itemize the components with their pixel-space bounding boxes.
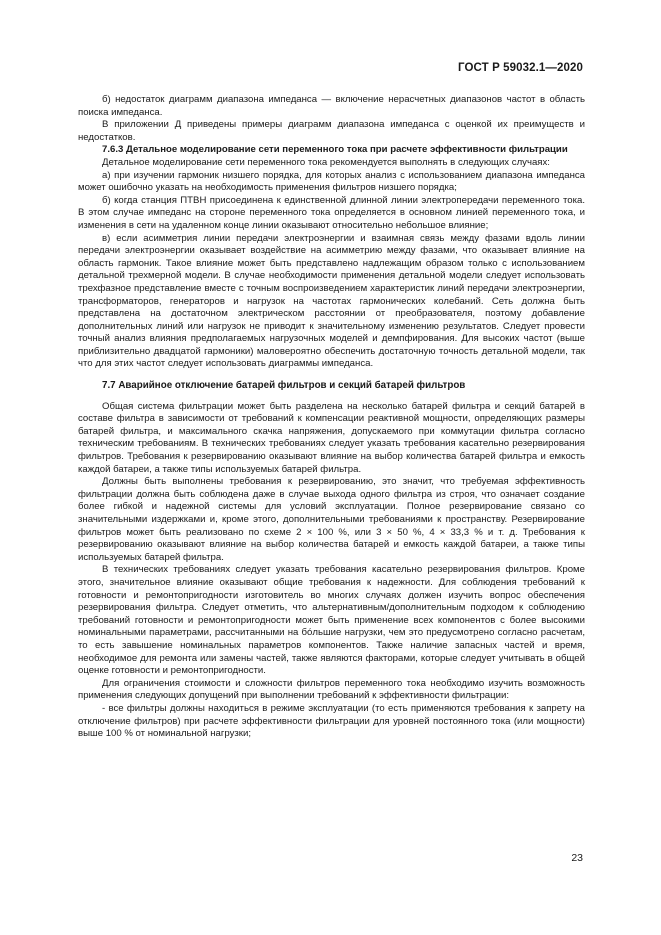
paragraph: В технических требованиях следует указать требования касательно резервирования фильтров. Кроме этого, значительное влияние оказывают общие требования к надежности. Для соблюдения требований к готовности и ремонтопригодности изготовитель во многих случаях должен изучить вопрос обеспечения резервирования фильтра. Следует отметить, что альтернативным/дополнительным подходом к соблюдению требований готовности и ремонтопригодности может быть применение всех компонентов с более высокими номинальными параметрами, рассчитанными на бо́льшие нагрузки, чем это предусмотрено согласно расчетам, то есть завышение номинальных параметров компонентов. Также наличие запасных частей и время, необходимое для ремонта или замены частей, также являются факторами, которые следует учитывать в общей оценке готовности и ремонтопригодности. (78, 564, 585, 677)
section-heading-7-7: 7.7 Аварийное отключение батарей фильтров и секций батарей фильтров (102, 380, 466, 392)
list-item-b: б) когда станция ПТВН присоединена к единственной длинной линии электропередачи переменного тока. В этом случае импеданс на стороне переменного тока определяется в основном линией переменного тока, и изменения в сети на удаленном конце линии оказывают относительно небольшое влияние; (78, 194, 585, 231)
paragraph: Должны быть выполнены требования к резервированию, это значит, что требуемая эффективность фильтрации должна быть соблюдена даже в случае выхода одного фильтра из строя, что означает создание более гибкой и надежной системы для условий эксплуатации. Полное резервирование связано со значительными издержками и, кроме этого, дополнительными требованиями к пространству. Резервирование фильтров может быть реализовано по схеме 2 × 100 %, или 3 × 50 %, 4 × 33,3 % и т. д. Требования к резервированию оказывают влияние на выбор количества батарей и емкость каждой батареи, а также типы используемых батарей фильтра. (78, 476, 585, 563)
list-item-a: а) при изучении гармоник низшего порядка, для которых анализ с использованием диапазона импеданса может ошибочно указать на необходимость применения фильтров низшего порядка; (78, 169, 585, 194)
document-body (78, 94, 585, 741)
section-heading-7-6-3: 7.6.3 Детальное моделирование сети переменного тока при расчете эффективности фильтрации (102, 144, 568, 156)
paragraph: Детальное моделирование сети переменного тока рекомендуется выполнять в следующих случаях: (102, 156, 550, 168)
page-number: 23 (571, 852, 583, 864)
paragraph: б) недостаток диаграмм диапазона импеданса — включение нерасчетных диапазонов частот в область поиска импеданса. (78, 94, 585, 118)
paragraph: Для ограничения стоимости и сложности фильтров переменного тока необходимо изучить возможность применения следующих допущений при выполнении требований к эффективности фильтрации: (78, 677, 585, 702)
paragraph: В приложении Д приведены примеры диаграмм диапазона импеданса с оценкой их преимуществ и недостатков. (78, 119, 585, 143)
paragraph: Общая система фильтрации может быть разделена на несколько батарей фильтра и секций батарей в составе фильтра в зависимости от требований к компенсации реактивной мощности, определяющих размеры батарей фильтра, и максимального скачка напряжения, допускаемого при коммутации фильтра согласно техническим требованиям. В технических требованиях следует указать требования касательно резервирования фильтров. Требования к резервированию оказывают влияние на выбор количества батарей фильтра и емкость каждой батареи, а также типы используемых батарей фильтра. (78, 400, 585, 475)
document-header-id: ГОСТ Р 59032.1—2020 (458, 62, 583, 74)
list-item-dash: - все фильтры должны находиться в режиме эксплуатации (то есть применяются требования к запрету на отключение фильтров) при расчете эффективности фильтрации для уровней постоянного тока (или мощности) выше 100 % от номинальной нагрузки; (78, 702, 585, 740)
list-item-v: в) если асимметрия линии передачи электроэнергии и взаимная связь между фазами вдоль линии передачи электроэнергии оказывает воздействие на асимметрию между фазами, что оказывает влияние на область гармоник. Такое влияние может быть представлено надлежащим образом только с использованием детальной трехмерной модели. В случае необходимости применения детальной модели следует использовать трехфазное представление вместе с точным воспроизведением характеристик линий передачи электроэнергии, трансформаторов, генераторов и нагрузок на частотах гармонических колебаний. Сеть должна быть представлена на достаточном электрическом расстоянии от преобразователя, поэтому добавление дополнительных линий или нагрузок не приводит к значительному изменению результатов. Следует провести точный анализ влияния предполагаемых нагрузочных моделей и демпфирования. Для высоких частот (выше приблизительно двадцатой гармоники) маловероятно обеспечить достаточную точность детальной модели, так что для этих частот следует использовать диаграммы импеданса. (78, 232, 585, 370)
